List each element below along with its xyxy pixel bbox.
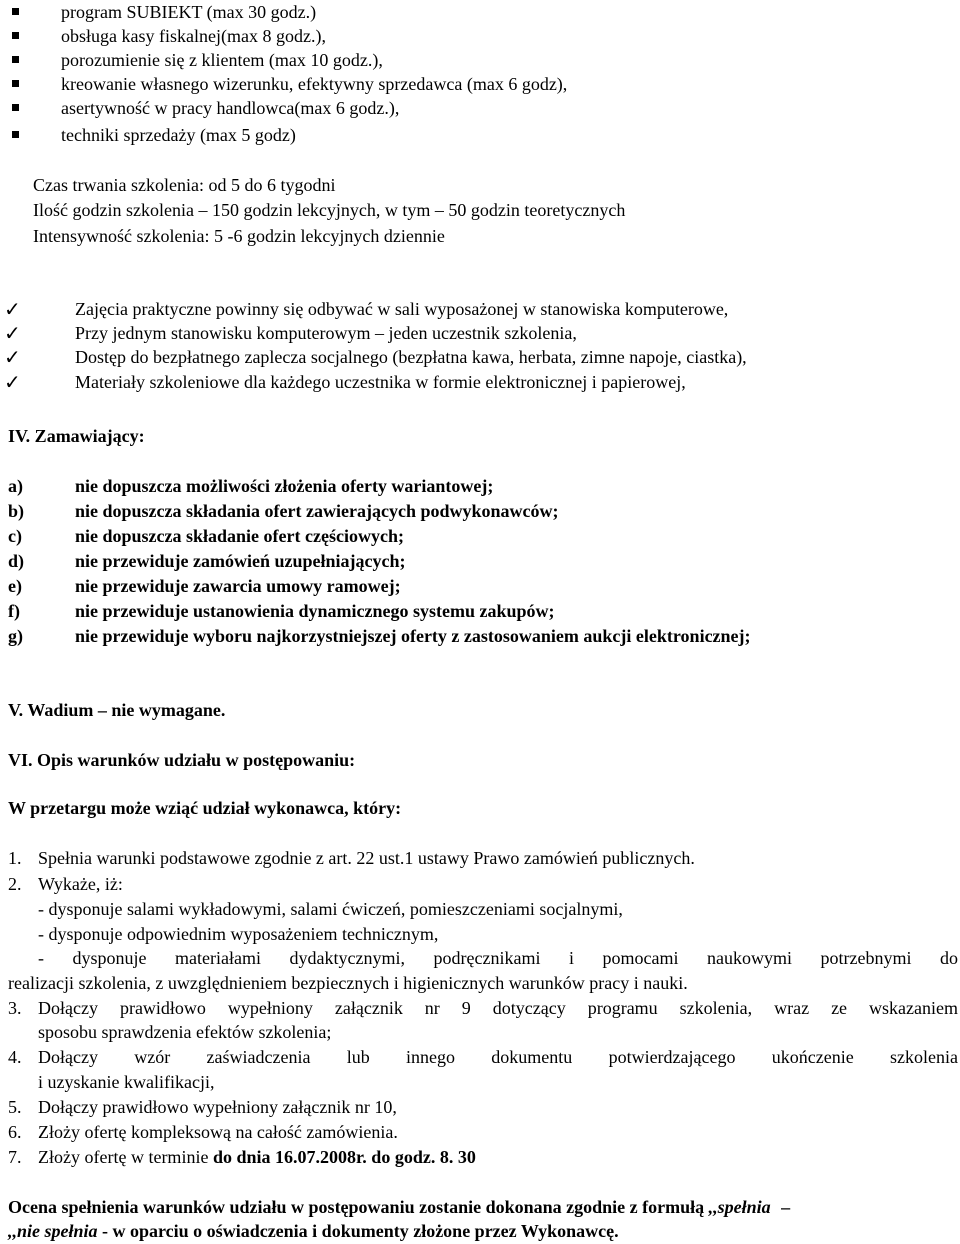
list-item: nie dopuszcza składanie ofert częściowych; [75, 526, 404, 546]
section-vi-heading: VI. Opis warunków udziału w postępowaniu: [8, 750, 356, 770]
condition-text: Dołączy prawidłowo wypełniony załącznik nr 9 dotyczący programu szkolenia, wraz ze wskazaniem [38, 998, 958, 1018]
check-item: Materiały szkoleniowe dla każdego uczestnika w formie elektronicznej i papierowej, [75, 372, 686, 392]
bullet-item: porozumienie się z klientem (max 10 godz.), [61, 50, 383, 70]
list-item: nie przewiduje wyboru najkorzystniejszej oferty z zastosowaniem aukcji elektronicznej; [75, 626, 751, 646]
list-item: nie przewiduje zawarcia umowy ramowej; [75, 576, 401, 596]
list-item: nie przewiduje zamówień uzupełniających; [75, 551, 406, 571]
deadline-date: do dnia 16.07.2008r. do godz. 8. 30 [212, 1147, 476, 1167]
list-letter: e) [8, 576, 22, 596]
final-text: - w oparciu o oświadczenia i dokumenty złożone przez Wykonawcę. [102, 1221, 619, 1241]
list-item: nie przewiduje ustanowienia dynamicznego systemu zakupów; [75, 601, 555, 621]
condition-text-cont: i uzyskanie kwalifikacji, [38, 1072, 215, 1092]
bullet-item: kreowanie własnego wizerunku, efektywny sprzedawca (max 6 godz), [61, 74, 568, 94]
condition-text: Dołączy wzór zaświadczenia lub innego dokumentu potwierdzającego ukończenie szkolenia [38, 1047, 958, 1067]
condition-text: Spełnia warunki podstawowe zgodnie z art. 22 ust.1 ustawy Prawo zamówień publicznych. [38, 848, 695, 868]
condition-text: Wykaże, iż: [38, 874, 123, 894]
condition-subitem-cont: realizacji szkolenia, z uwzględnieniem bezpiecznych i higienicznych warunków pracy i nauki. [8, 973, 688, 993]
list-item: nie dopuszcza składania ofert zawierających podwykonawców; [75, 501, 559, 521]
final-italic: ,,nie spełnia [8, 1221, 98, 1241]
square-bullet-icon [12, 131, 19, 138]
condition-number: 3. [8, 998, 22, 1018]
square-bullet-icon [12, 80, 19, 87]
condition-text-cont: sposobu sprawdzenia efektów szkolenia; [38, 1022, 332, 1042]
checkmark-icon: ✓ [4, 345, 21, 369]
check-item: Zajęcia praktyczne powinny się odbywać w sali wyposażonej w stanowiska komputerowe, [75, 299, 729, 319]
deadline-label: Złoży ofertę w terminie [38, 1147, 209, 1167]
square-bullet-icon [12, 104, 19, 111]
condition-number: 1. [8, 848, 22, 868]
bullet-item: techniki sprzedaży (max 5 godz) [61, 125, 296, 145]
checkmark-icon: ✓ [4, 321, 21, 345]
condition-number: 7. [8, 1147, 22, 1167]
list-item: nie dopuszcza możliwości złożenia oferty wariantowej; [75, 476, 494, 496]
condition-number: 2. [8, 874, 22, 894]
square-bullet-icon [12, 56, 19, 63]
square-bullet-icon [12, 32, 19, 39]
final-dash: – [781, 1197, 791, 1217]
check-item: Dostęp do bezpłatnego zaplecza socjalnego (bezpłatna kawa, herbata, zimne napoje, ciastka), [75, 347, 747, 367]
bullet-item: obsługa kasy fiskalnej(max 8 godz.), [61, 26, 326, 46]
section-v-heading: V. Wadium – nie wymagane. [8, 700, 226, 720]
list-letter: b) [8, 501, 25, 521]
section-iv-heading: IV. Zamawiający: [8, 426, 145, 446]
list-letter: a) [8, 476, 23, 496]
condition-number: 6. [8, 1122, 22, 1142]
list-letter: c) [8, 526, 22, 546]
duration-line: Czas trwania szkolenia: od 5 do 6 tygodni [33, 175, 336, 195]
checkmark-icon: ✓ [4, 297, 21, 321]
condition-number: 4. [8, 1047, 22, 1067]
bullet-item: program SUBIEKT (max 30 godz.) [61, 2, 317, 22]
condition-text: Dołączy prawidłowo wypełniony załącznik nr 10, [38, 1097, 397, 1117]
condition-text: Złoży ofertę kompleksową na całość zamówienia. [38, 1122, 398, 1142]
condition-text [38, 1146, 476, 1168]
section-vi-subtitle: W przetargu może wziąć udział wykonawca, który: [8, 798, 402, 818]
check-item: Przy jednym stanowisku komputerowym – jeden uczestnik szkolenia, [75, 323, 577, 343]
list-letter: f) [8, 601, 20, 621]
list-letter: d) [8, 551, 25, 571]
checkmark-icon: ✓ [4, 370, 21, 394]
hours-line: Ilość godzin szkolenia – 150 godzin lekcyjnych, w tym – 50 godzin teoretycznych [33, 200, 626, 220]
square-bullet-icon [12, 8, 19, 15]
final-statement-line1 [8, 1196, 790, 1218]
final-statement-line2 [8, 1220, 619, 1242]
final-text: Ocena spełnienia warunków udziału w postępowaniu zostanie dokonana zgodnie z formułą [8, 1197, 705, 1217]
final-italic: ,,spełnia [708, 1197, 771, 1217]
condition-subitem: - dysponuje odpowiednim wyposażeniem technicznym, [38, 924, 439, 944]
bullet-item: asertywność w pracy handlowca(max 6 godz.), [61, 98, 400, 118]
condition-subitem: - dysponuje salami wykładowymi, salami ćwiczeń, pomieszczeniami socjalnymi, [38, 899, 623, 919]
condition-subitem: - dysponuje materiałami dydaktycznymi, podręcznikami i pomocami naukowymi potrzebnymi do [38, 948, 958, 968]
list-letter: g) [8, 626, 23, 646]
condition-number: 5. [8, 1097, 22, 1117]
intensity-line: Intensywność szkolenia: 5 -6 godzin lekcyjnych dziennie [33, 226, 445, 246]
